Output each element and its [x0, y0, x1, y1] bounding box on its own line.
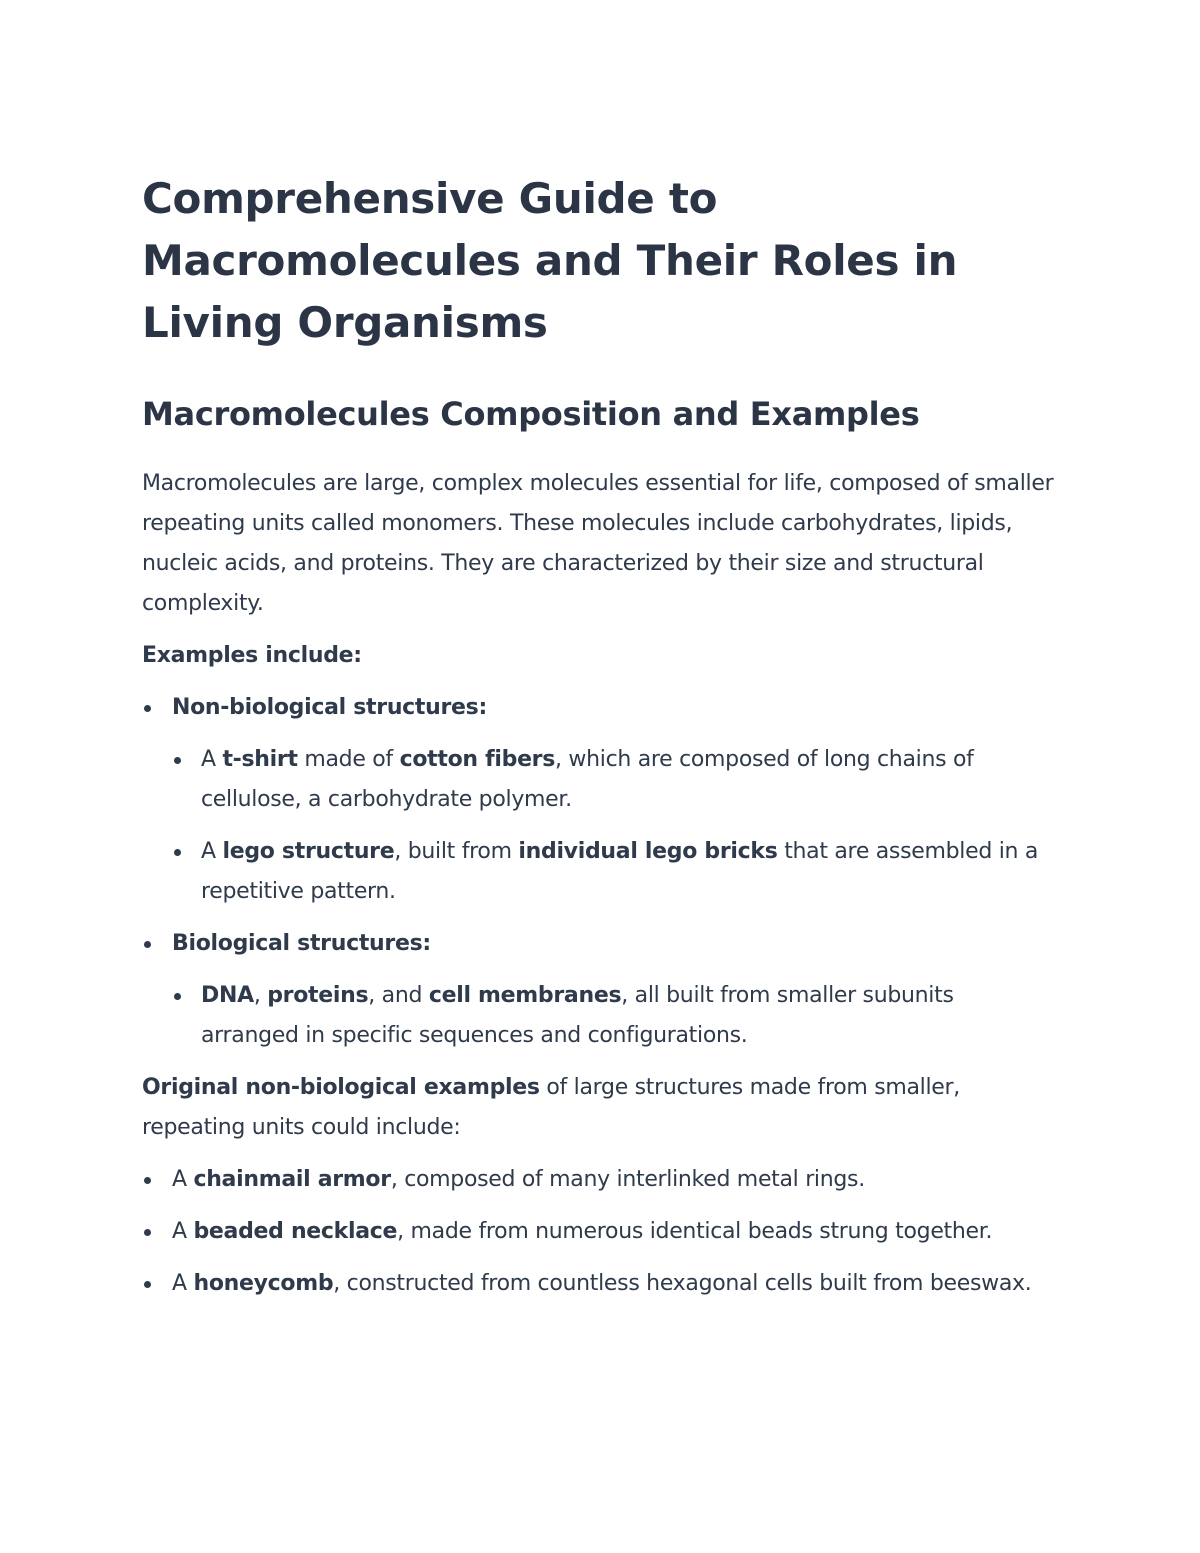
list-item-biological: [142, 924, 1057, 1056]
original-examples-paragraph: Original non-biological examples of large structures made from smaller, repeating units could include:: [142, 1075, 960, 1140]
term-proteins: proteins: [267, 983, 369, 1008]
term-t-shirt: t-shirt: [222, 747, 298, 772]
list-item-dna: DNA, proteins, and cell membranes, all built from smaller subunits arranged in specific sequences and configurations.: [172, 976, 1057, 1056]
biological-label: Biological structures:: [172, 931, 431, 956]
non-biological-label: Non-biological structures:: [172, 695, 487, 720]
original-examples-term: Original non-biological examples: [142, 1075, 540, 1100]
term-lego-bricks: individual lego bricks: [518, 839, 778, 864]
non-biological-sublist: [172, 740, 1057, 912]
term-beaded-necklace: beaded necklace: [193, 1219, 398, 1244]
term-cell-membranes: cell membranes: [428, 983, 622, 1008]
biological-sublist: [172, 976, 1057, 1056]
term-cotton-fibers: cotton fibers: [399, 747, 556, 772]
page-title: Comprehensive Guide to Macromolecules and Their Roles in Living Organisms: [142, 174, 958, 347]
list-item-tshirt: A t-shirt made of cotton fibers, which are composed of long chains of cellulose, a carbohydrate polymer.: [172, 740, 1057, 820]
intro-paragraph: Macromolecules are large, complex molecules essential for life, composed of smaller repeating units called monomers. These molecules include carbohydrates, lipids, nucleic acids, and proteins. They are characterized by their size and structural complexity.: [142, 471, 1054, 616]
term-lego-structure: lego structure: [222, 839, 395, 864]
list-item-necklace: A beaded necklace, made from numerous identical beads strung together.: [142, 1212, 1057, 1252]
term-honeycomb: honeycomb: [193, 1271, 334, 1296]
list-item-chainmail: A chainmail armor, composed of many interlinked metal rings.: [142, 1160, 1057, 1200]
term-dna: DNA: [201, 983, 254, 1008]
document-page: [142, 168, 1057, 1304]
list-item-non-biological: [142, 688, 1057, 912]
list-item-honeycomb: A honeycomb, constructed from countless hexagonal cells built from beeswax.: [142, 1264, 1057, 1304]
examples-list: [142, 688, 1057, 1056]
section-heading: Macromolecules Composition and Examples: [142, 395, 920, 433]
original-examples-list: [142, 1160, 1057, 1304]
list-item-lego: A lego structure, built from individual lego bricks that are assembled in a repetitive pattern.: [172, 832, 1057, 912]
term-chainmail-armor: chainmail armor: [193, 1167, 391, 1192]
examples-label: Examples include:: [142, 643, 362, 668]
